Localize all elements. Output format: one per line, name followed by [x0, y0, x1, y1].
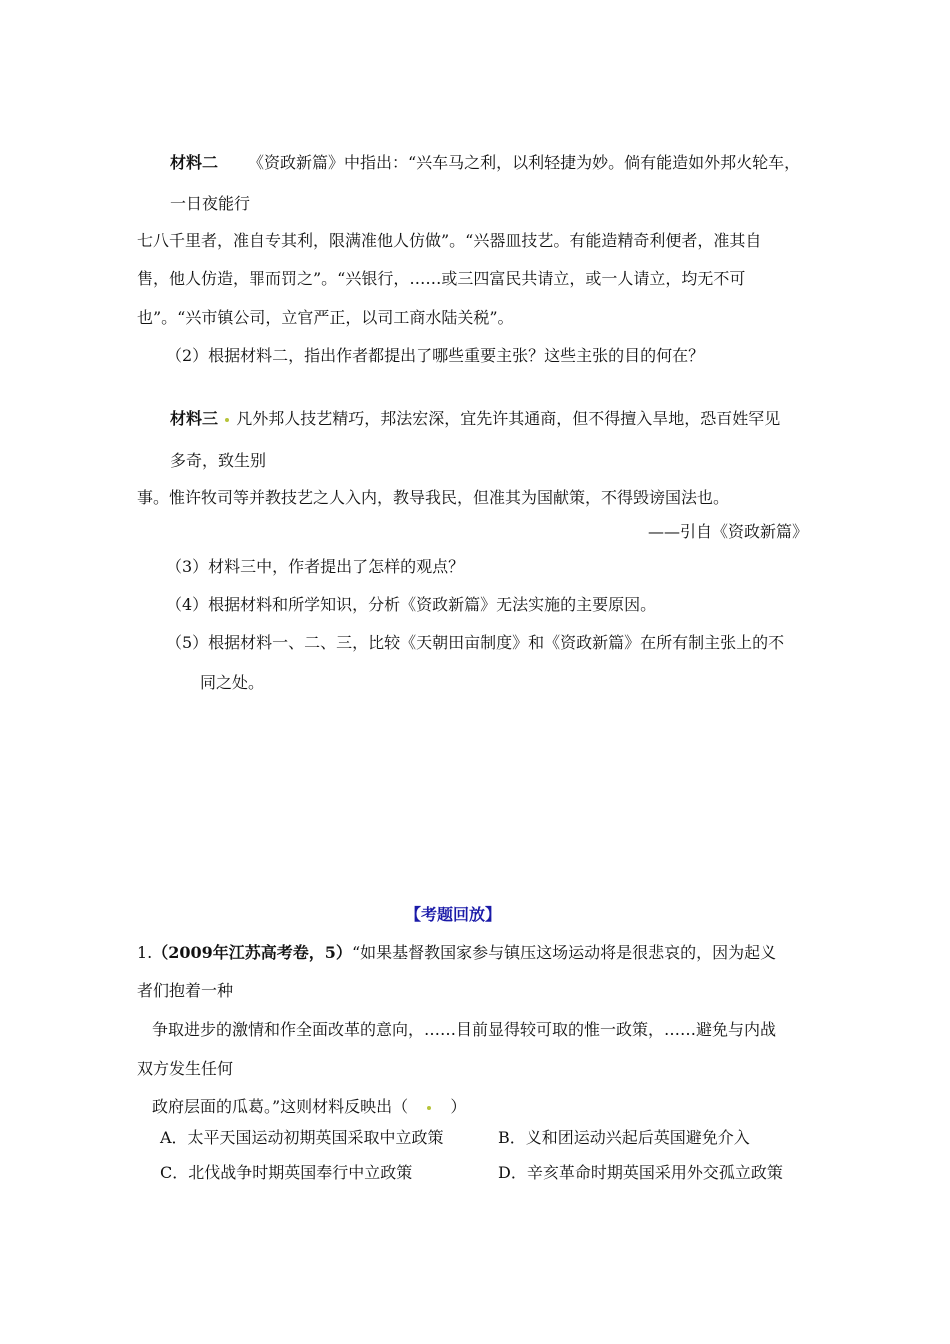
- question-3: （3）材料三中，作者提出了怎样的观点？: [166, 557, 465, 576]
- question1-line5-start: 政府层面的瓜葛。”这则材料反映出（: [152, 1097, 409, 1116]
- question1-line2: 者们抱着一种: [137, 981, 234, 1000]
- material3-source: ——引自《资政新篇》: [648, 522, 809, 541]
- material2-line1: 《资政新篇》中指出：“兴车马之利，以利轻捷为妙。倘有能造如外邦火轮车，: [248, 153, 801, 172]
- marker-dot-icon: [225, 418, 229, 422]
- question1-line5: [152, 1096, 466, 1118]
- material3-line2: 多奇，致生别: [170, 451, 267, 470]
- question-5-line2: 同之处。: [200, 673, 265, 692]
- question1-line1: [137, 942, 776, 964]
- question-5-line1: （5）根据材料一、二、三，比较《天朝田亩制度》和《资政新篇》在所有制主张上的不: [166, 633, 785, 652]
- option-b: B．义和团运动兴起后英国避免介入: [498, 1128, 750, 1147]
- question1-source: （2009年江苏高考卷，5）: [152, 943, 352, 962]
- material2-label: 材料二: [170, 153, 219, 172]
- question1-line5-end: ）: [450, 1097, 467, 1116]
- option-d: D．辛亥革命时期英国采用外交孤立政策: [498, 1163, 783, 1182]
- material3-line3: 事。惟许牧司等并教技艺之人入内，教导我民，但准其为国献策，不得毁谤国法也。: [137, 488, 730, 507]
- option-c: C．北伐战争时期英国奉行中立政策: [160, 1163, 413, 1182]
- question1-line4: 双方发生任何: [137, 1059, 234, 1078]
- question-4: （4）根据材料和所学知识，分析《资政新篇》无法实施的主要原因。: [166, 595, 657, 614]
- question1-number: 1.: [137, 943, 153, 962]
- answer-blank-dot-icon: [427, 1106, 431, 1110]
- question1-stem: “如果基督教国家参与镇压这场运动将是很悲哀的，因为起义: [351, 943, 777, 962]
- question1-line3: 争取进步的激情和作全面改革的意向，……目前显得较可取的惟一政策，……避免与内战: [152, 1020, 777, 1039]
- material2-line4: 售，他人仿造，罪而罚之”。“兴银行，……或三四富民共请立，或一人请立，均无不可: [137, 269, 746, 288]
- material2-line5: 也”。“兴市镇公司，立官严正，以司工商水陆关税”。: [137, 308, 514, 327]
- material2-line3: 七八千里者，准自专其利，限满准他人仿做”。“兴器皿技艺。有能造精奇利便者，准其自: [137, 231, 762, 250]
- material3-label: 材料三: [170, 409, 219, 428]
- section-title: 【考题回放】: [405, 905, 502, 924]
- material3-line1: 凡外邦人技艺精巧，邦法宏深，宜先许其通商，但不得擅入旱地，恐百姓罕见: [236, 409, 781, 428]
- option-a: A．太平天国运动初期英国采取中立政策: [160, 1128, 444, 1147]
- material3-header: [170, 408, 780, 430]
- material2-line2: 一日夜能行: [170, 194, 251, 213]
- question-2: （2）根据材料二，指出作者都提出了哪些重要主张？这些主张的目的何在？: [166, 346, 705, 365]
